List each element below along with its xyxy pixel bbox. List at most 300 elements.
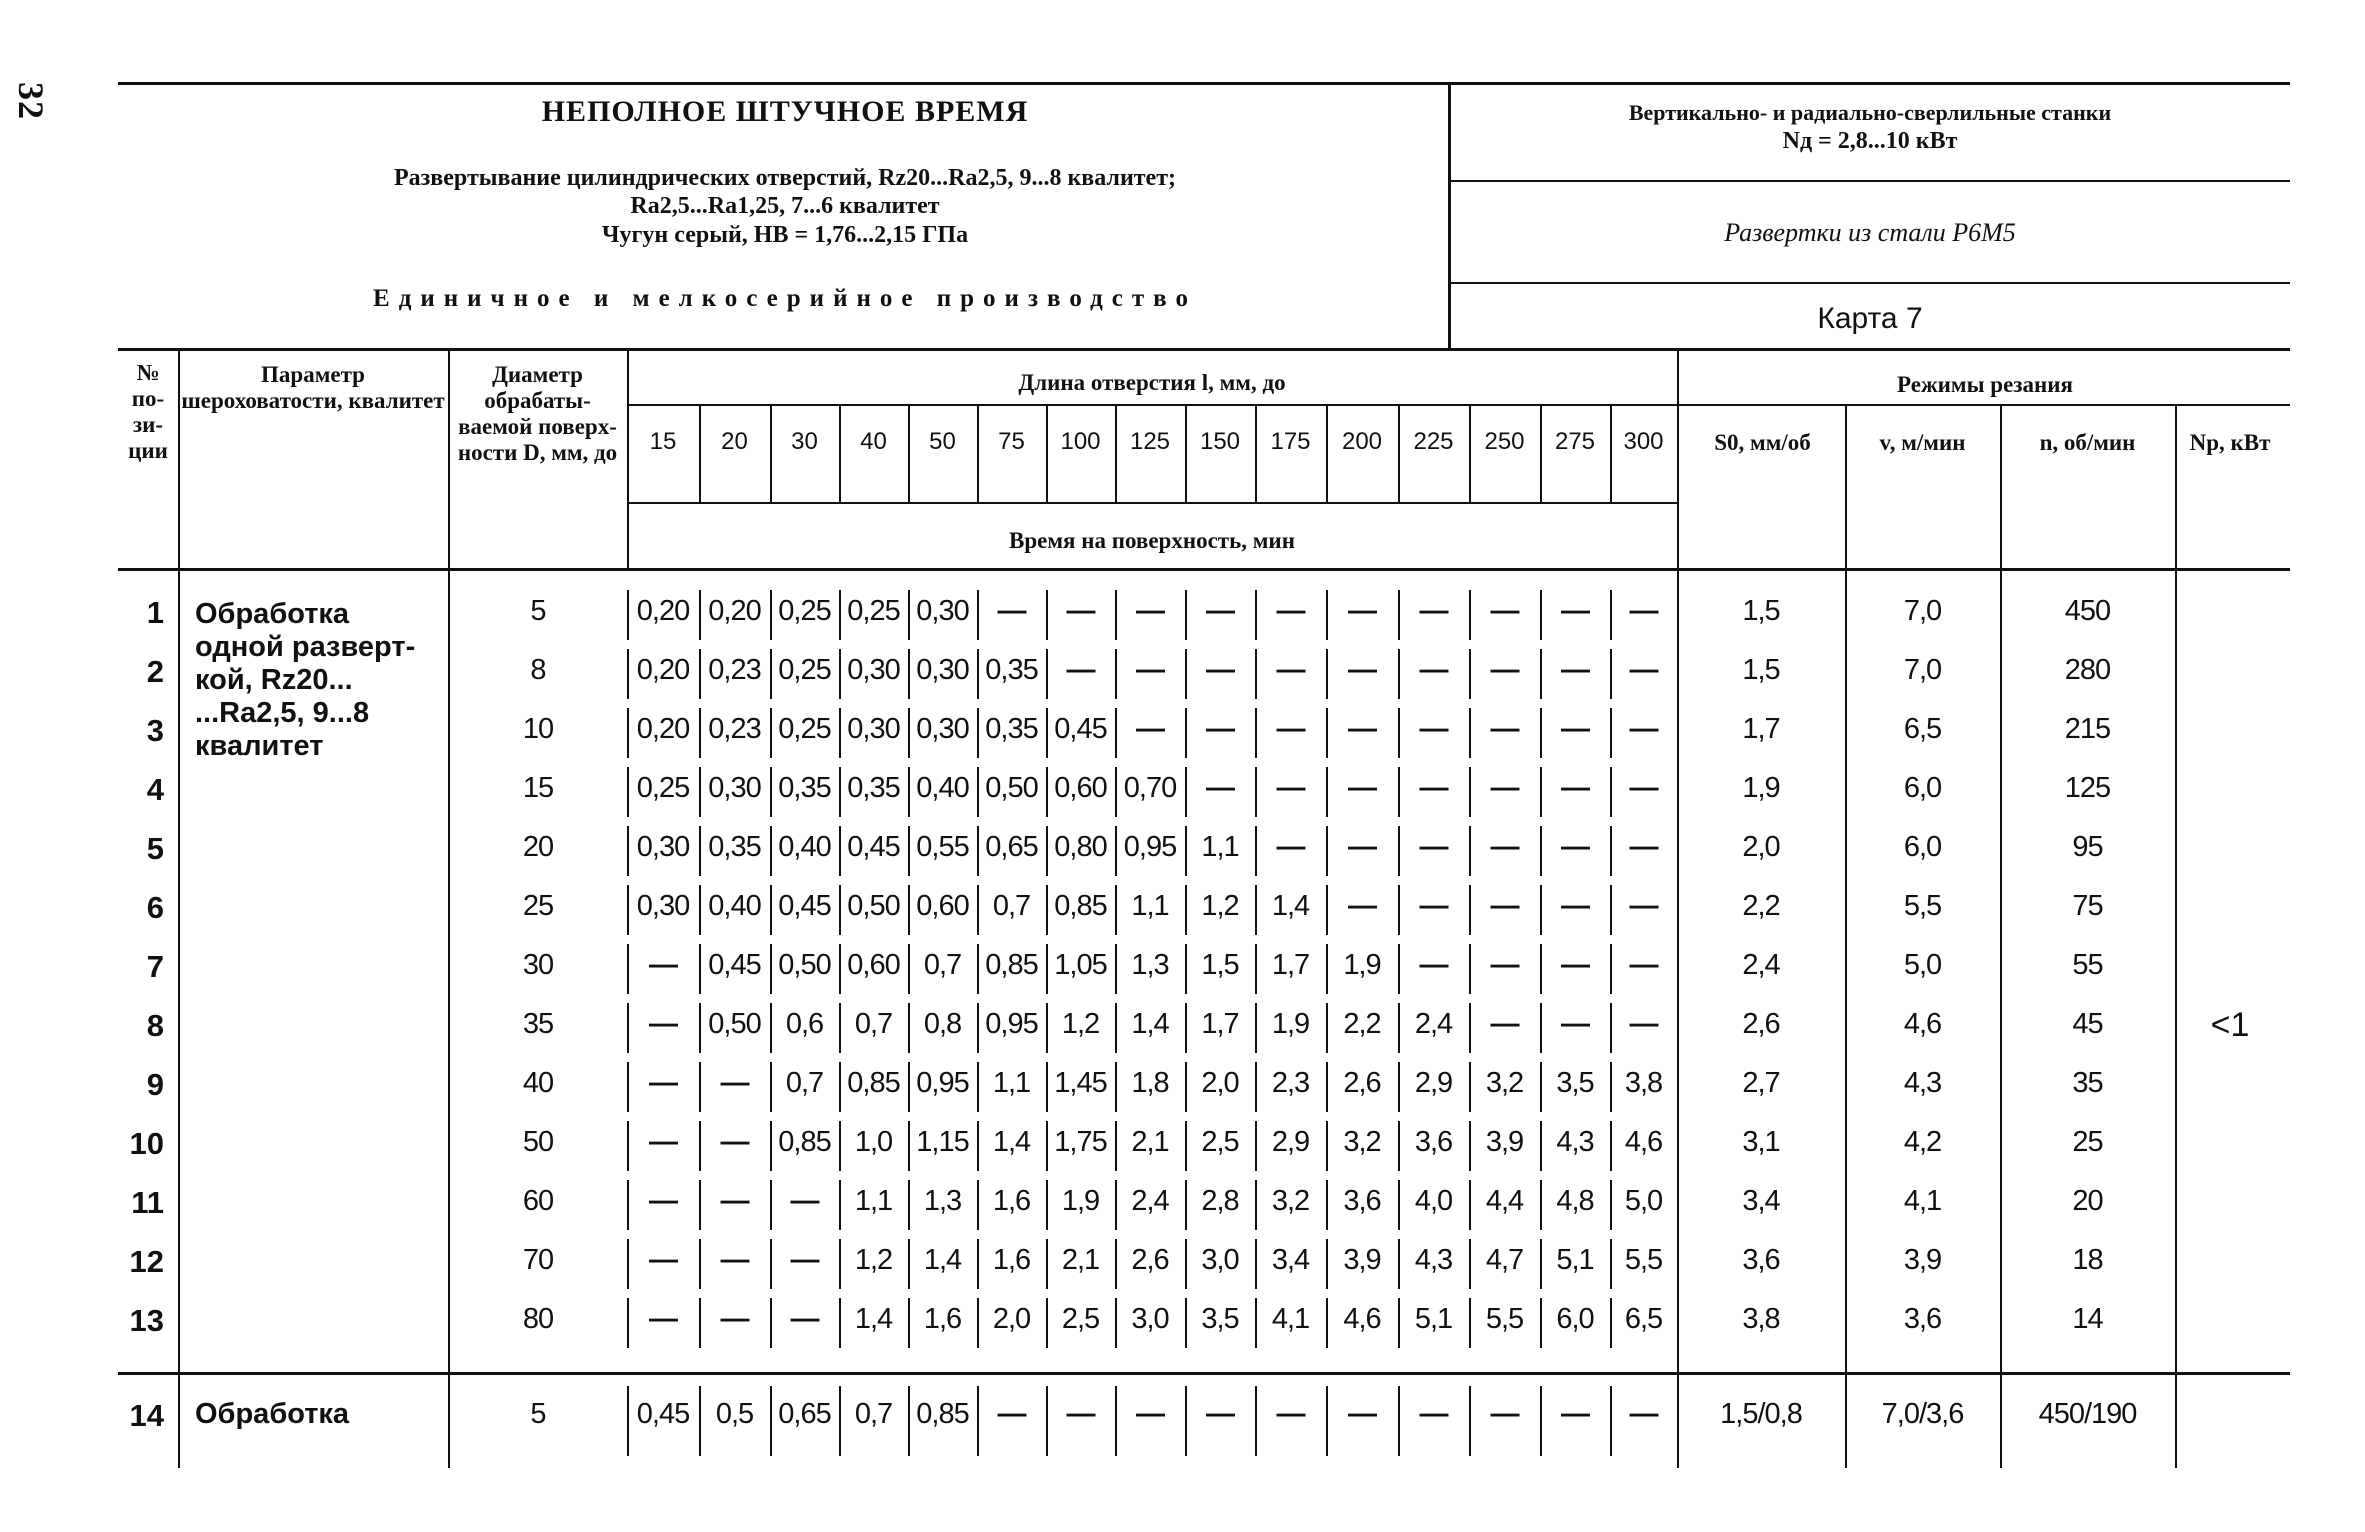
time-cell: 1,1	[1201, 831, 1239, 863]
time-cell: —	[1490, 949, 1519, 981]
row-number: 9	[146, 1067, 164, 1102]
v-cell: 4,3	[1903, 1067, 1942, 1099]
row-number: 12	[129, 1244, 164, 1279]
diameter-cell: 5	[530, 1398, 546, 1430]
time-cell: 2,5	[1201, 1126, 1239, 1158]
time-cell: —	[649, 1244, 677, 1276]
n-cell: 18	[2072, 1244, 2103, 1276]
roughness-description: Ra2,5...Ra1,25, 7...6 квалитет	[630, 193, 940, 219]
diameter-cell: 30	[522, 949, 554, 981]
row-number: 1	[146, 595, 164, 630]
time-group-header: Время на поверхность, мин	[1009, 528, 1295, 553]
table-rule	[627, 502, 1677, 504]
time-cell: —	[1629, 595, 1658, 627]
time-cell: 0,55	[916, 831, 969, 863]
time-cell: —	[1629, 1398, 1658, 1430]
row-number: 3	[146, 713, 164, 748]
time-cell: —	[1629, 772, 1658, 804]
time-cell: 1,2	[1201, 890, 1239, 922]
time-cell: —	[1066, 595, 1095, 627]
row-number: 4	[146, 772, 164, 807]
time-cell: —	[720, 1126, 749, 1158]
time-cell: 1,3	[923, 1185, 962, 1217]
time-cell: —	[1348, 713, 1376, 745]
diameter-cell: 20	[522, 831, 554, 863]
length-group-header: Длина отверстия l, мм, до	[1018, 370, 1286, 395]
length-column-header: 175	[1270, 428, 1311, 455]
position-header: № по-зи-ции	[128, 360, 168, 463]
time-cell: 4,7	[1485, 1244, 1524, 1276]
time-cell: 1,4	[1131, 1008, 1169, 1040]
length-column-header: 250	[1484, 428, 1525, 455]
table-rule	[1450, 282, 2290, 284]
time-cell: 0,45	[847, 831, 900, 863]
length-column-header: 50	[929, 428, 956, 455]
table-rule	[118, 568, 2290, 571]
time-cell: —	[1419, 831, 1448, 863]
time-cell: —	[1490, 890, 1519, 922]
time-cell: 5,1	[1414, 1303, 1453, 1335]
time-cell: —	[1629, 654, 1658, 686]
diameter-cell: 8	[530, 654, 546, 686]
parameter-text-1	[195, 598, 455, 763]
time-cell: 5,5	[1485, 1303, 1524, 1335]
time-cell: —	[1561, 772, 1589, 804]
row-number: 7	[146, 949, 164, 984]
s0-cell: 3,6	[1742, 1244, 1780, 1276]
time-cell: 0,85	[847, 1067, 900, 1099]
n-header: n, об/мин	[2039, 430, 2136, 455]
time-cell: 1,6	[923, 1303, 962, 1335]
time-cell: 4,6	[1624, 1126, 1663, 1158]
time-cell: —	[1419, 1398, 1448, 1430]
time-cell: 1,4	[992, 1126, 1031, 1158]
time-cell: 0,20	[636, 654, 690, 686]
time-cell: 3,8	[1624, 1067, 1663, 1099]
n-cell: 125	[2064, 772, 2111, 804]
row-number: 13	[129, 1303, 164, 1338]
parameter-text-2: Обработка	[195, 1398, 350, 1430]
length-column-header: 225	[1413, 428, 1454, 455]
time-cell: 1,9	[1061, 1185, 1100, 1217]
time-cell: 0,30	[636, 890, 690, 922]
time-cell: 1,75	[1054, 1126, 1107, 1158]
parameter-header: Параметр шероховатости, квалитет	[181, 362, 445, 413]
time-cell: 3,4	[1271, 1244, 1310, 1276]
time-cell: 2,1	[1131, 1126, 1169, 1158]
time-cell: 0,35	[778, 772, 831, 804]
time-cell: —	[1206, 772, 1234, 804]
time-cell: 1,4	[1271, 890, 1310, 922]
time-cell: 1,6	[992, 1185, 1031, 1217]
time-cell: 3,0	[1131, 1303, 1169, 1335]
time-cell: 1,6	[992, 1244, 1031, 1276]
time-cell: —	[1136, 713, 1164, 745]
time-cell: 1,9	[1271, 1008, 1310, 1040]
s0-cell: 2,7	[1742, 1067, 1780, 1099]
diameter-cell: 40	[522, 1067, 554, 1099]
table-rule	[1450, 180, 2290, 182]
length-column-header: 30	[791, 428, 818, 455]
diameter-header: Диаметр обрабаты-ваемой поверх-ности D, мм, до	[457, 362, 618, 465]
s0-cell: 2,6	[1742, 1008, 1780, 1040]
n-cell: 450/190	[2038, 1398, 2137, 1430]
machine-power: Nд = 2,8...10 кВт	[1782, 128, 1958, 154]
time-cell: 0,7	[923, 949, 962, 981]
time-cell: 0,85	[778, 1126, 831, 1158]
time-cell: 2,0	[992, 1303, 1031, 1335]
time-cell: 3,0	[1201, 1244, 1239, 1276]
time-cell: 1,4	[854, 1303, 893, 1335]
time-cell: —	[1066, 1398, 1095, 1430]
time-cell: —	[1348, 772, 1376, 804]
diameter-cell: 25	[522, 890, 554, 922]
time-cell: 0,7	[854, 1008, 893, 1040]
time-cell: 0,50	[847, 890, 900, 922]
length-column-header: 125	[1129, 428, 1171, 455]
v-cell: 4,1	[1903, 1185, 1942, 1217]
time-cell: 0,7	[854, 1398, 893, 1430]
table-rule	[1845, 404, 1847, 568]
n-cell: 35	[2072, 1067, 2103, 1099]
time-cell: 0,45	[708, 949, 761, 981]
length-column-header: 20	[721, 428, 748, 455]
time-cell: 5,5	[1624, 1244, 1663, 1276]
v-cell: 5,5	[1903, 890, 1942, 922]
diameter-cell: 5	[530, 595, 546, 627]
time-cell: 1,7	[1271, 949, 1310, 981]
s0-cell: 3,8	[1742, 1303, 1780, 1335]
time-cell: 4,4	[1485, 1185, 1524, 1217]
time-cell: 1,7	[1201, 1008, 1239, 1040]
length-column-header: 40	[860, 428, 887, 455]
time-cell: —	[720, 1185, 749, 1217]
time-cell: —	[997, 595, 1026, 627]
time-cell: 0,45	[636, 1398, 690, 1430]
table-rule	[1677, 404, 2290, 406]
length-column-header: 275	[1554, 428, 1596, 455]
time-cell: 1,4	[923, 1244, 962, 1276]
time-cell: 0,30	[916, 654, 969, 686]
time-cell: 1,0	[854, 1126, 893, 1158]
s0-cell: 2,0	[1742, 831, 1780, 863]
time-cell: —	[1629, 1008, 1658, 1040]
time-cell: —	[1561, 1398, 1589, 1430]
time-cell: 0,20	[636, 595, 690, 627]
time-cell: —	[1276, 1398, 1305, 1430]
time-cell: 3,6	[1414, 1126, 1453, 1158]
time-cell: 0,35	[985, 713, 1038, 745]
time-cell: —	[1629, 831, 1658, 863]
row-number: 2	[146, 654, 164, 689]
time-cell: 1,05	[1054, 949, 1107, 981]
s0-cell: 1,5	[1742, 595, 1780, 627]
time-cell: 0,30	[916, 595, 969, 627]
time-cell: —	[720, 1244, 749, 1276]
s0-header: S0, мм/об	[1714, 430, 1811, 455]
time-cell: —	[1276, 595, 1305, 627]
time-cell: —	[790, 1244, 819, 1276]
time-cell: 0,5	[715, 1398, 754, 1430]
time-cell: 0,50	[708, 1008, 761, 1040]
table-rule	[2175, 404, 2177, 568]
time-cell: 0,60	[916, 890, 969, 922]
time-cell: —	[649, 1126, 677, 1158]
row-number: 10	[129, 1126, 164, 1161]
time-cell: 2,8	[1201, 1185, 1239, 1217]
time-cell: 2,2	[1343, 1008, 1381, 1040]
time-cell: 0,45	[1054, 713, 1107, 745]
time-cell: 0,30	[847, 654, 900, 686]
time-cell: 3,2	[1485, 1067, 1524, 1099]
time-cell: 0,30	[916, 713, 969, 745]
diameter-cell: 15	[522, 772, 554, 804]
time-cell: 0,50	[778, 949, 831, 981]
time-cell: 0,20	[708, 595, 761, 627]
np-header: Np, кВт	[2189, 430, 2271, 455]
time-cell: —	[1490, 772, 1519, 804]
time-cell: —	[1136, 1398, 1164, 1430]
time-cell: —	[649, 1067, 677, 1099]
time-cell: —	[1561, 654, 1589, 686]
time-cell: 0,45	[778, 890, 831, 922]
cutting-modes-header: Режимы резания	[1897, 372, 2073, 397]
s0-cell: 1,7	[1742, 713, 1780, 745]
time-cell: 1,1	[1131, 890, 1169, 922]
time-cell: —	[997, 1398, 1026, 1430]
v-cell: 4,2	[1903, 1126, 1942, 1158]
machine-type: Вертикально- и радиально-сверлильные станки	[1628, 100, 2112, 125]
time-cell: —	[790, 1185, 819, 1217]
time-cell: 2,9	[1414, 1067, 1453, 1099]
row-number: 11	[131, 1185, 164, 1220]
n-cell: 25	[2072, 1126, 2103, 1158]
time-cell: 0,40	[916, 772, 969, 804]
time-cell: 0,30	[708, 772, 761, 804]
time-cell: 0,25	[778, 654, 831, 686]
n-cell: 280	[2064, 654, 2111, 686]
time-cell: 0,30	[636, 831, 690, 863]
time-cell: —	[1348, 654, 1376, 686]
table-rule	[1677, 348, 1679, 568]
time-cell: —	[1136, 654, 1164, 686]
time-cell: 0,25	[778, 713, 831, 745]
time-cell: —	[1348, 595, 1376, 627]
time-cell: 1,1	[992, 1067, 1031, 1099]
n-cell: 450	[2064, 595, 2111, 627]
v-cell: 6,0	[1903, 831, 1942, 863]
time-cell: 3,5	[1556, 1067, 1594, 1099]
material-description: Чугун серый, НВ = 1,76...2,15 ГПа	[601, 222, 969, 248]
time-cell: 5,0	[1624, 1185, 1663, 1217]
time-cell: 0,85	[985, 949, 1038, 981]
time-cell: 1,2	[854, 1244, 893, 1276]
time-cell: —	[1629, 713, 1658, 745]
time-cell: 0,80	[1054, 831, 1107, 863]
v-cell: 6,5	[1903, 713, 1942, 745]
time-cell: 4,6	[1343, 1303, 1381, 1335]
v-cell: 4,6	[1903, 1008, 1942, 1040]
time-cell: 0,85	[916, 1398, 969, 1430]
parameter-line: Обработка	[195, 598, 350, 630]
time-cell: —	[790, 1303, 819, 1335]
time-cell: —	[1490, 831, 1519, 863]
time-cell: —	[1419, 713, 1448, 745]
parameter-line: квалитет	[195, 730, 324, 762]
time-cell: 2,9	[1271, 1126, 1310, 1158]
time-cell: 3,5	[1201, 1303, 1239, 1335]
card-number: Карта 7	[1817, 302, 1923, 335]
row-number: 14	[129, 1398, 164, 1433]
time-cell: —	[1206, 713, 1234, 745]
time-cell: 0,35	[847, 772, 900, 804]
time-cell: 3,9	[1485, 1126, 1524, 1158]
time-cell: 2,1	[1061, 1244, 1100, 1276]
time-cell: —	[1419, 595, 1448, 627]
time-cell: 0,40	[708, 890, 761, 922]
production-type: Единичное и мелкосерийное производство	[373, 285, 1197, 312]
tool-material: Развертки из стали Р6М5	[1724, 218, 2016, 247]
time-cell: —	[1490, 595, 1519, 627]
time-cell: 1,1	[854, 1185, 893, 1217]
time-cell: 0,60	[847, 949, 900, 981]
time-cell: —	[1206, 595, 1234, 627]
time-cell: —	[1419, 890, 1448, 922]
time-cell: 0,60	[1054, 772, 1107, 804]
time-cell: —	[1276, 772, 1305, 804]
time-cell: —	[1348, 890, 1376, 922]
row-number: 8	[146, 1008, 164, 1043]
row-number: 6	[146, 890, 164, 925]
time-cell: 4,3	[1556, 1126, 1594, 1158]
time-cell: —	[1206, 654, 1234, 686]
table-rule	[118, 1372, 2290, 1375]
row-number: 5	[146, 831, 164, 866]
diameter-cell: 70	[522, 1244, 554, 1276]
time-cell: 5,1	[1556, 1244, 1594, 1276]
n-cell: 95	[2072, 831, 2103, 863]
v-header: v, м/мин	[1879, 430, 1966, 455]
time-cell: —	[1561, 949, 1589, 981]
time-cell: 4,3	[1414, 1244, 1453, 1276]
time-cell: 4,8	[1556, 1185, 1594, 1217]
s0-cell: 1,5	[1742, 654, 1780, 686]
time-cell: —	[1348, 831, 1376, 863]
diameter-cell: 35	[522, 1008, 554, 1040]
time-cell: 2,5	[1061, 1303, 1100, 1335]
time-cell: 0,6	[785, 1008, 824, 1040]
s0-cell: 3,4	[1742, 1185, 1780, 1217]
time-cell: 3,6	[1343, 1185, 1381, 1217]
length-column-header: 75	[998, 428, 1025, 455]
document-title: НЕПОЛНОЕ ШТУЧНОЕ ВРЕМЯ	[541, 95, 1029, 128]
time-cell: 2,4	[1131, 1185, 1169, 1217]
time-cell: 0,20	[636, 713, 690, 745]
n-cell: 20	[2072, 1185, 2103, 1217]
time-cell: 0,23	[708, 713, 761, 745]
time-cell: —	[1561, 595, 1589, 627]
table-rule	[627, 404, 1677, 406]
page-number: 32	[11, 82, 51, 120]
s0-cell: 3,1	[1742, 1126, 1780, 1158]
time-cell: 1,8	[1131, 1067, 1169, 1099]
time-cell: —	[1490, 713, 1519, 745]
table-rule	[118, 82, 2290, 85]
time-cell: 1,2	[1061, 1008, 1100, 1040]
time-cell: 1,5	[1201, 949, 1239, 981]
time-cell: —	[1561, 890, 1589, 922]
length-column-header: 15	[649, 428, 677, 455]
length-column-header: 100	[1060, 428, 1101, 455]
table-rule	[118, 348, 2290, 351]
time-cell: 2,0	[1201, 1067, 1239, 1099]
v-cell: 7,0/3,6	[1881, 1398, 1964, 1430]
diameter-cell: 60	[522, 1185, 554, 1217]
time-cell: 0,7	[992, 890, 1031, 922]
time-cell: 0,8	[923, 1008, 962, 1040]
time-cell: —	[649, 949, 677, 981]
v-cell: 3,6	[1903, 1303, 1942, 1335]
time-cell: 4,1	[1271, 1303, 1310, 1335]
time-cell: 1,3	[1131, 949, 1169, 981]
time-cell: 3,2	[1271, 1185, 1310, 1217]
time-cell: 3,2	[1343, 1126, 1381, 1158]
diameter-cell: 10	[522, 713, 554, 745]
v-cell: 3,9	[1903, 1244, 1942, 1276]
time-cell: —	[1276, 654, 1305, 686]
time-cell: —	[1561, 713, 1589, 745]
time-cell: —	[1561, 831, 1589, 863]
parameter-line: одной разверт-	[195, 631, 416, 663]
time-cell: —	[1348, 1398, 1376, 1430]
length-column-header: 300	[1623, 428, 1664, 455]
time-cell: 0,30	[847, 713, 900, 745]
length-column-header: 200	[1341, 428, 1383, 455]
time-cell: —	[649, 1008, 677, 1040]
time-cell: 0,35	[708, 831, 761, 863]
time-cell: —	[1136, 595, 1164, 627]
n-cell: 55	[2072, 949, 2103, 981]
time-cell: —	[720, 1303, 749, 1335]
parameter-line: кой, Rz20...	[195, 664, 353, 696]
time-cell: 0,25	[847, 595, 900, 627]
time-cell: 0,95	[985, 1008, 1038, 1040]
time-cell: 0,50	[985, 772, 1038, 804]
n-cell: 45	[2072, 1008, 2103, 1040]
time-cell: 4,0	[1414, 1185, 1453, 1217]
diameter-cell: 80	[522, 1303, 554, 1335]
time-cell: 0,40	[778, 831, 831, 863]
time-cell: —	[649, 1185, 677, 1217]
time-cell: —	[1066, 654, 1095, 686]
time-cell: —	[1629, 949, 1658, 981]
time-cell: 0,25	[636, 772, 690, 804]
diameter-cell: 50	[522, 1126, 554, 1158]
time-cell: 0,23	[708, 654, 761, 686]
time-cell: 6,5	[1624, 1303, 1663, 1335]
time-cell: 0,85	[1054, 890, 1107, 922]
time-cell: —	[1419, 772, 1448, 804]
time-cell: 0,70	[1123, 772, 1177, 804]
v-cell: 6,0	[1903, 772, 1942, 804]
time-cell: 2,6	[1343, 1067, 1381, 1099]
v-cell: 7,0	[1903, 595, 1942, 627]
time-cell: 0,65	[985, 831, 1038, 863]
v-cell: 5,0	[1903, 949, 1942, 981]
time-cell: 1,45	[1054, 1067, 1107, 1099]
time-cell: 0,95	[1123, 831, 1177, 863]
s0-cell: 2,2	[1742, 890, 1780, 922]
